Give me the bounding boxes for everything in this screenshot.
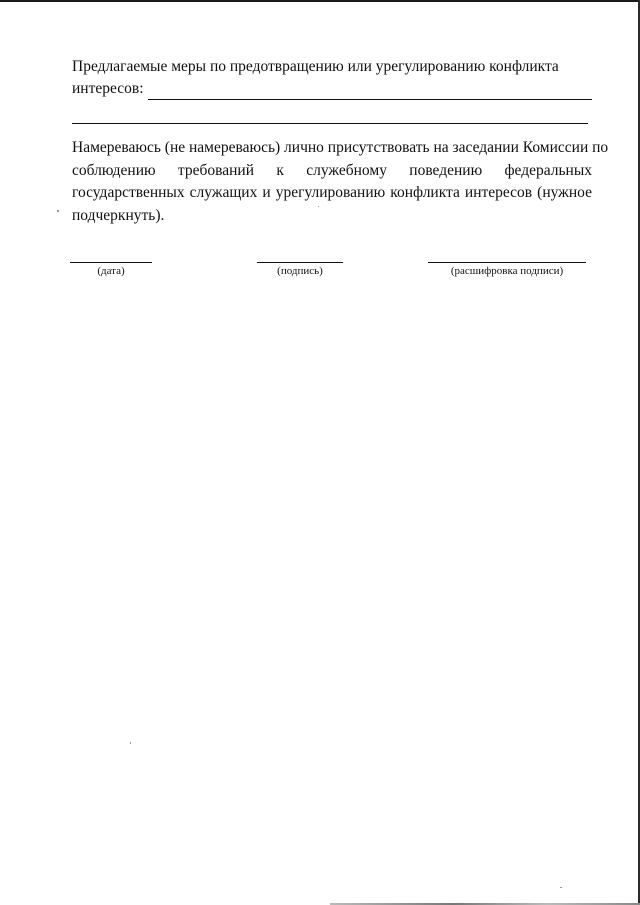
intent-line-3: государственных служащих и урегулированию конфликта интересов (нужное [72, 184, 592, 201]
signature-decoding-field [428, 262, 586, 292]
intent-line-1: Намереваюсь (не намереваюсь) лично присутствовать на заседании Комиссии по [72, 139, 609, 156]
measures-fill-line-2 [72, 123, 588, 124]
signature-caption: (подпись) [277, 265, 323, 277]
proposed-measures-line-2 [72, 78, 592, 100]
proposed-measures-paragraph [72, 56, 592, 100]
proposed-measures-line-1: Предлагаемые меры по предотвращению или урегулированию конфликта [72, 58, 559, 75]
scan-speck [560, 887, 562, 888]
interests-label: интересов: [72, 80, 144, 97]
scan-speck [130, 742, 131, 744]
intent-line-4: подчеркнуть). [72, 206, 165, 224]
attendance-intent-paragraph [72, 137, 609, 227]
signature-line [257, 262, 343, 263]
measures-fill-line [148, 84, 592, 100]
date-signature-field [70, 262, 152, 292]
signature-decoding-line [428, 262, 586, 263]
signature-field [257, 262, 343, 292]
signature-decoding-caption: (расшифровка подписи) [450, 265, 564, 277]
scan-border-top [0, 0, 640, 2]
date-line [70, 262, 152, 263]
scan-speck [57, 210, 59, 212]
date-caption: (дата) [97, 265, 125, 277]
intent-line-2: соблюдению требований к служебному поведению федеральных [72, 161, 592, 179]
